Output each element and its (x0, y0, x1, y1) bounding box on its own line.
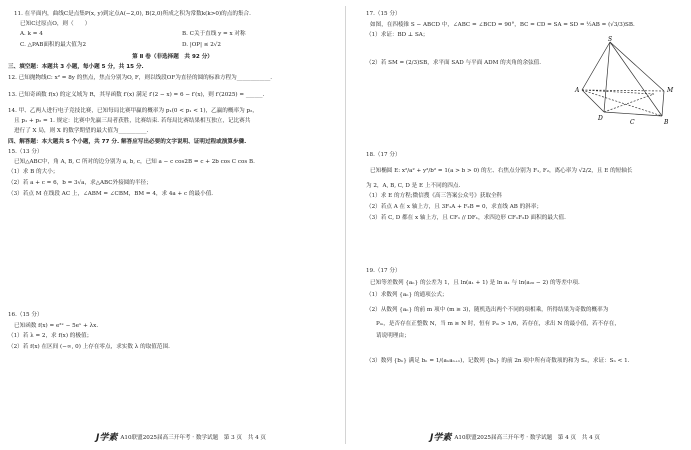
q17-stem: 如图，在四棱锥 S − ABCD 中，∠ABC = ∠BCD = 90°，BC = CD = SA = SD = ½AB = (√3/3)SB. (370, 22, 635, 28)
section-3-title: 三、填空题：本题共 3 小题，每小题 5 分，共 15 分. (8, 64, 144, 70)
q15-heading: 15.（13 分） (8, 149, 43, 155)
q13: 13. 已知奇函数 f(x) 的定义域为 R，其导函数 f′(x) 满足 f′(2 − x) = 6 − f′(x)，则 f′(2025) = ______. (8, 92, 265, 98)
figure-label-c: C (630, 119, 635, 126)
page-4 (346, 0, 691, 450)
section-4-title: 四、解答题：本大题共 5 个小题，共 77 分. 解答应写出必要的文字说明、证明过程或演算步骤. (8, 139, 247, 145)
q16-part-1: （1）若 λ = 2，求 f(x) 的极值； (8, 333, 93, 339)
q15-part-3: （3）若点 M 在线段 AC 上，∠ABM = ∠CBM，BM = 4，求 4a + c 的最小值. (8, 191, 214, 197)
q17-part-2: （2）若 SM = (2/3)SB，求平面 SAD 与平面 ADM 的夹角的余弦值. (366, 60, 542, 66)
q19-part-2-line-3: 请说明理由； (376, 333, 410, 339)
page-footer (96, 430, 266, 443)
page-footer (430, 430, 600, 443)
q19-stem: 已知等差数列 {aₙ} 的公差为 1，且 ln(a₁ + 1) 是 ln a₁ 与 ln(a₂₀ − 2) 的等差中项. (370, 280, 580, 286)
q18-stem-2: 为 2，A, B, C, D 是 E 上不同的四点. (366, 183, 461, 189)
q12: 12. 已知抛物线C: x² = 8y 的焦点，焦点分别为O, F，则以线段OF为直径的圆的标准方程为____________. (8, 75, 273, 81)
q11-option-a: A. k = 4 (20, 31, 43, 37)
figure-label-m: M (667, 87, 674, 94)
q17-part-1: （1）求证：BD ⊥ SA； (366, 32, 429, 38)
pyramid-figure (574, 36, 684, 131)
q19-part-2-line-1: （2）从数列 {aₙ} 的前 m 项中 (m ≥ 3)，随机选出两个不同的项相乘，所得结果为奇数的概率为 (366, 307, 609, 313)
q18-part-2: （2）若点 A 在 x 轴上方，且 3F₁A + F₂B = 0，求直线 AB 的斜率； (366, 204, 543, 210)
q15-part-1: （1）求 B 的大小； (8, 169, 59, 175)
q19-part-2-line-2: Pₘ，是否存在正整数 N，当 m ≥ N 时，恒有 Pₘ > 1/6，若存在，求出 N 的最小值，若不存在， (376, 321, 620, 327)
q15-part-2: （2）若 a + c = 6，b = 3√a，求△ABC外接圆的半径； (8, 180, 152, 186)
q16-stem: 已知函数 f(x) = e²ˣ − 5eˣ + λx. (14, 323, 99, 329)
q11-option-b: B. C关于直线 y = x 对称 (182, 31, 246, 37)
figure-label-b: B (664, 119, 669, 126)
part-2-title: 第 Ⅱ 卷（非选择题 共 92 分） (132, 54, 213, 60)
q11-stem-cont: 已知C过原点O，则（ ） (20, 21, 91, 27)
publisher-logo: J学素 (96, 433, 118, 443)
q18-heading: 18.（17 分） (366, 152, 401, 158)
q18-part-3: （3）若 C, D 都在 x 轴上方，且 CF₁ // DF₁，求四边形 CF₁F₂D 面积的最大值. (366, 215, 566, 221)
figure-label-s: S (608, 36, 613, 43)
q16-part-2: （2）若 f(x) 在区间 (−∞, 0) 上存在零点，求实数 λ 的取值范围. (8, 344, 170, 350)
figure-label-d: D (598, 115, 603, 122)
q11-option-c: C. △PAB面积的最大值为2 (20, 42, 87, 48)
q14-line-3: 进行了 X 局，则 X 的数学期望的最大值为__________. (14, 128, 149, 134)
q14-line-2: 且 p₁ + p₂ = 1. 规定：比赛中先赢三局者获胜，比赛结束. 若每局比赛结果相互独立，记比赛共 (14, 118, 251, 124)
publisher-logo: J学素 (430, 433, 452, 443)
q18-part-1: （1）求 E 的方程;微信搜《高三答案公众号》获取全科 (366, 193, 503, 199)
q19-part-1: （1）求数列 {aₙ} 的通项公式； (366, 292, 448, 298)
q19-heading: 19.（17 分） (366, 268, 401, 274)
q16-heading: 16.（15 分） (8, 312, 43, 318)
figure-label-a: A (575, 87, 580, 94)
footer-text: A10联盟2025届高三开年考 · 数学试题 第 3 页 共 4 页 (120, 434, 267, 441)
footer-text: A10联盟2025届高三开年考 · 数学试题 第 4 页 共 4 页 (454, 434, 601, 441)
page-3 (0, 0, 345, 450)
q17-heading: 17.（15 分） (366, 11, 401, 17)
q11-option-d: D. |OP| ≤ 2√2 (182, 42, 221, 48)
q15-stem: 已知△ABC中，角 A, B, C 所对的边分别为 a, b, c，已知 a − c cos2B = c + 2b cos C cos B. (14, 159, 255, 165)
q18-stem-1: 已知椭圆 E: x²/a² + y²/b² = 1(a > b > 0) 的左、右焦点分别为 F₁, F₂，离心率为 √2/2，且 E 的短轴长 (370, 168, 633, 174)
q19-part-3: （3）数列 {bₙ} 满足 bₙ = 1/(aₙaₙ₊₁)，记数列 {bₙ} 的前 2n 项中所有奇数项的和为 Sₙ，求证：Sₙ < 1. (366, 358, 630, 364)
q11-stem: 11. 在平面内，曲线C是点集P(x, y)到定点A(−2,0), B(2,0)所成之积为常数k(k>0)的点的集合. (14, 11, 251, 17)
q14-line-1: 14. 甲、乙两人进行电子竞技比赛，已知每局比赛甲赢的概率为 p₁(0 < p₁ < 1)，乙赢的概率为 p₂， (8, 108, 258, 114)
